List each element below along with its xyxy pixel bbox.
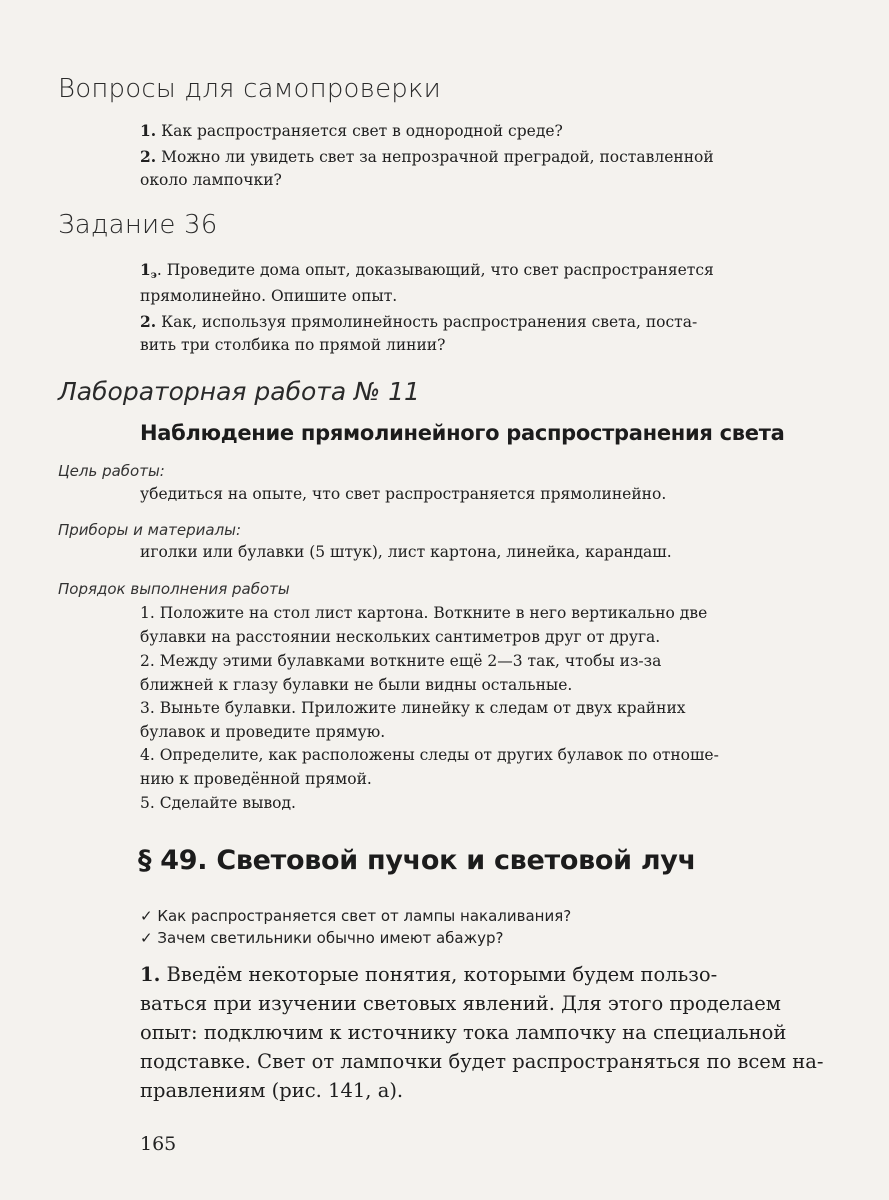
lab-goal-label: Цель работы: [58, 462, 165, 480]
lab-step-line: 1. Положите на стол лист картона. Воткните в него вертикально две [140, 604, 708, 622]
body-line-4: подставке. Свет от лампочки будет распространяться по всем на- [140, 1050, 824, 1073]
question-text: Можно ли увидеть свет за непрозрачной преградой, поставленной [161, 148, 714, 166]
lab-goal-text: убедиться на опыте, что свет распространяется прямолинейно. [140, 485, 667, 503]
self-check-heading: Вопросы для самопроверки [58, 74, 441, 104]
task-item-1 [140, 260, 714, 281]
lab-step-line: булавки на расстоянии нескольких сантиметров друг от друга. [140, 628, 661, 646]
paragraph-question-2: ✓ Зачем светильники обычно имеют абажур? [140, 929, 504, 947]
task-number: 1 [140, 260, 151, 279]
body-line-5: правлениям (рис. 141, а). [140, 1079, 404, 1102]
self-check-question-2 [140, 147, 714, 166]
task-heading: Задание 36 [58, 210, 218, 240]
question-number: 2. [140, 147, 157, 166]
task-number: 2. [140, 312, 157, 331]
body-line-2: ваться при изучении световых явлений. Для этого проделаем [140, 992, 781, 1015]
self-check-question-2-cont: около лампочки? [140, 171, 282, 189]
lab-subtitle: Наблюдение прямолинейного распространения света [140, 421, 785, 445]
lab-materials-label: Приборы и материалы: [58, 521, 242, 539]
body-number: 1. [140, 963, 161, 986]
lab-procedure-label: Порядок выполнения работы [58, 580, 290, 598]
lab-step-line: нию к проведённой прямой. [140, 770, 372, 788]
task-item-2 [140, 312, 697, 331]
lab-step-line: 5. Сделайте вывод. [140, 794, 296, 812]
lab-heading: Лабораторная работа № 11 [58, 377, 420, 406]
task-item-1-cont: прямолинейно. Опишите опыт. [140, 287, 398, 305]
paragraph-question-1: ✓ Как распространяется свет от лампы накаливания? [140, 907, 572, 925]
body-text: Введём некоторые понятия, которыми будем пользо- [160, 963, 718, 986]
body-line-1 [140, 963, 717, 986]
task-subscript: э [150, 270, 157, 281]
question-text: Как распространяется свет в однородной среде? [161, 122, 563, 140]
task-text: . Проведите дома опыт, доказывающий, что свет распространяется [156, 261, 714, 279]
question-number: 1. [140, 121, 157, 140]
page-number: 165 [140, 1133, 177, 1155]
lab-materials-text: иголки или булавки (5 штук), лист картона, линейка, карандаш. [140, 543, 672, 561]
lab-step-line: ближней к глазу булавки не были видны остальные. [140, 676, 573, 694]
body-line-3: опыт: подключим к источнику тока лампочку на специальной [140, 1021, 787, 1044]
self-check-question-1 [140, 121, 563, 140]
lab-step-line: 3. Выньте булавки. Приложите линейку к следам от двух крайних [140, 699, 686, 717]
task-item-2-cont: вить три столбика по прямой линии? [140, 336, 446, 354]
lab-step-line: булавок и проведите прямую. [140, 723, 386, 741]
task-text: Как, используя прямолинейность распространения света, поста- [161, 313, 698, 331]
paragraph-title: § 49. Световой пучок и световой луч [138, 845, 696, 876]
lab-step-line: 2. Между этими булавками воткните ещё 2—3 так, чтобы из-за [140, 652, 662, 670]
lab-step-line: 4. Определите, как расположены следы от других булавок по отноше- [140, 746, 719, 764]
